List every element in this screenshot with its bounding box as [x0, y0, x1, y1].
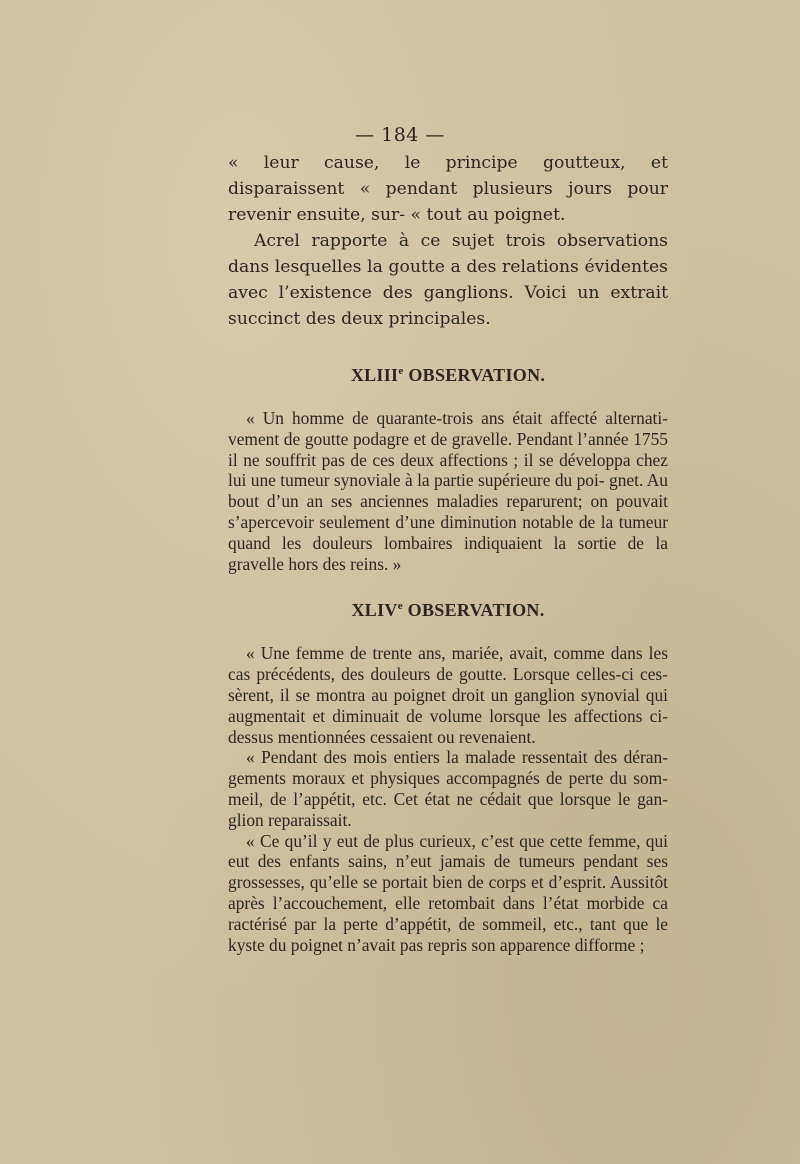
observation-43-text: [228, 408, 668, 574]
observation-paragraph: « Un homme de quarante-trois ans était affecté alternati- vement de goutte podagre et de gravelle. Pendant l’année 1755 il ne souffrit pas de ces deux affections ; il se développa chez lui une tumeur synoviale à la partie supérieure du poi- gnet. Au bout d’un an ses anciennes maladies reparurent; on pouvait s’apercevoir seulement d’une diminution notable de la tumeur quand les douleurs lombaires indiquaient la sortie de la gravelle hors des reins. »: [228, 408, 668, 574]
page-number: — 184 —: [355, 124, 445, 146]
observation-heading-43: [228, 365, 668, 386]
heading-word: OBSERVATION.: [403, 365, 546, 385]
observation-heading-44: [228, 600, 668, 621]
observation-paragraph: « Pendant des mois entiers la malade ressentait des déran- gements moraux et physiques accompagnés de perte du som- meil, de l’appétit, etc. Cet état ne cédait que lorsque le gan- glion reparaissait.: [228, 747, 668, 830]
heading-numeral: XLIV: [351, 600, 398, 621]
observation-44-text: [228, 643, 668, 955]
page-body: [228, 150, 668, 955]
observation-paragraph: « Une femme de trente ans, mariée, avait, comme dans les cas précédents, des douleurs de goutte. Lorsque celles-ci ces- sèrent, il se montra au poignet droit un ganglion synovial qui augmentait et diminuait de volume lorsque les affections ci-dessus mentionnées cessaient ou revenaient.: [228, 643, 668, 747]
intro-text: [228, 150, 668, 332]
heading-numeral: XLIII: [350, 365, 399, 385]
heading-superscript: e: [397, 600, 403, 613]
heading-word: OBSERVATION.: [402, 600, 545, 621]
intro-paragraph: « leur cause, le principe goutteux, et disparaissent « pendant plusieurs jours pour revenir ensuite, sur- « tout au poignet.: [228, 153, 668, 225]
heading-superscript: e: [398, 365, 404, 377]
intro-paragraph: Acrel rapporte à ce sujet trois observations dans lesquelles la goutte a des relations évidentes avec l’existence des ganglions. Voici un extrait succinct des deux principales.: [228, 231, 668, 329]
observation-paragraph: « Ce qu’il y eut de plus curieux, c’est que cette femme, qui eut des enfants sains, n’eut jamais de tumeurs pendant ses grossesses, qu’elle se portait bien de corps et d’esprit. Aussitôt après l’accouchement, elle retombait dans l’état morbide ca ractérisé par la perte d’appétit, de sommeil, etc., tant que le kyste du poignet n’avait pas repris son apparence difforme ;: [228, 830, 668, 955]
